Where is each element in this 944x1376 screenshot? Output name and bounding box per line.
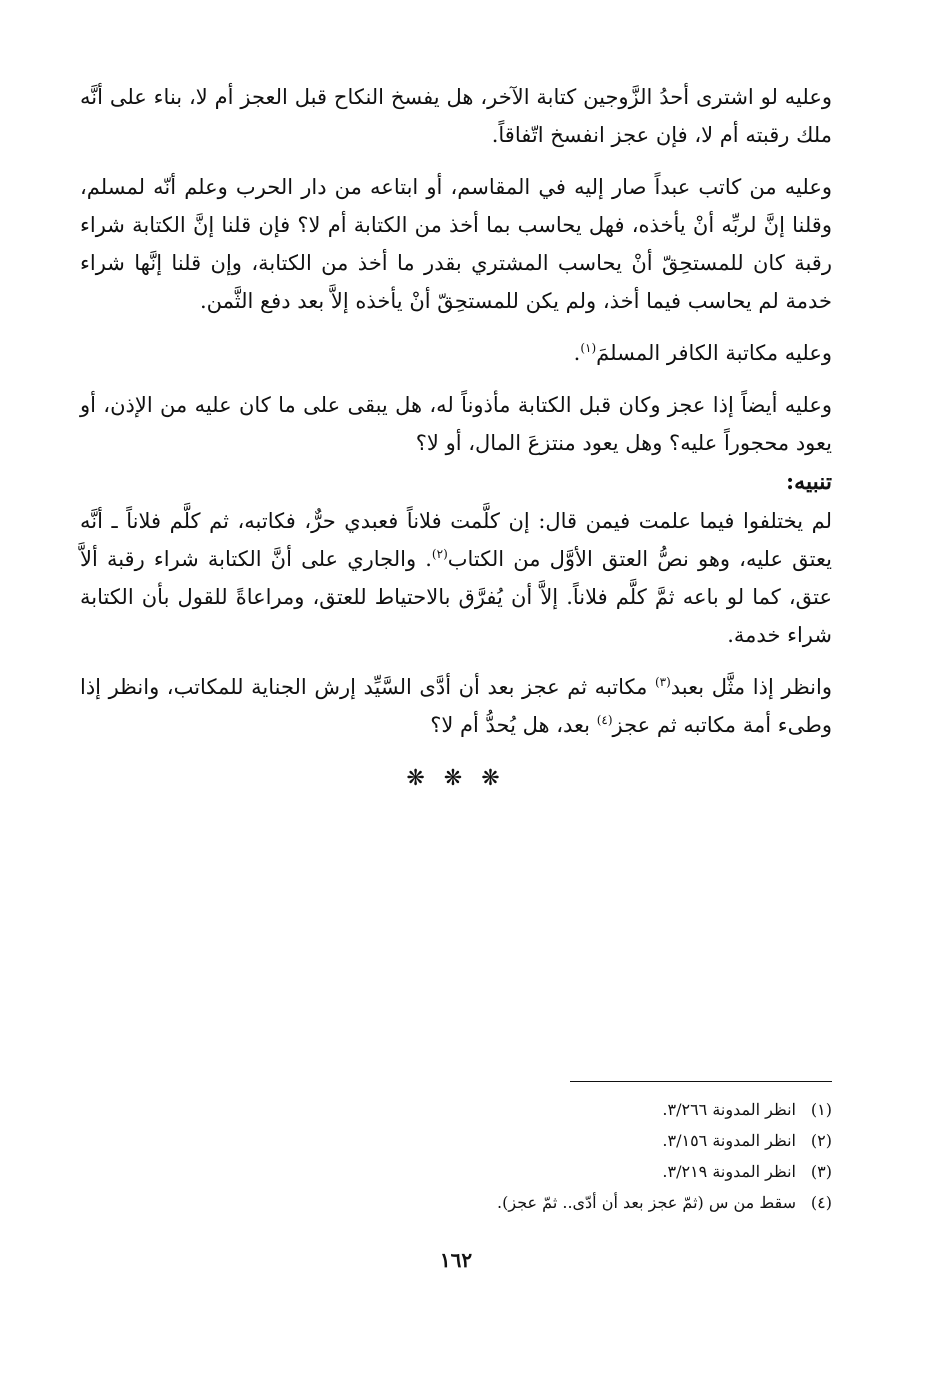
paragraph-text: وعليه مكاتبة الكافر المسلمَ — [596, 341, 832, 365]
footnote-text: سقط من س (ثمّ عجز بعد أن أدّى.. ثمّ عجز). — [497, 1193, 796, 1212]
footnote — [80, 1156, 832, 1187]
footnote — [80, 1094, 832, 1125]
paragraph-text: لم يختلفوا فيما علمت فيمن قال: إن كلَّمت فلاناً فعبدي حرٌّ، فكاتبه، ثم كلَّم فلاناً ـ أنَّه يعتق عليه، وهو نصُّ العتق الأوَّل من الكتاب — [80, 509, 832, 571]
footnote-number: (٣) — [810, 1162, 832, 1181]
page-body — [80, 78, 832, 1272]
section-divider-ornament: ❋ ❋ ❋ — [406, 766, 506, 791]
paragraph-spouse-purchase: وعليه لو اشترى أحدُ الزَّوجين كتابة الآخر، هل يفسخ النكاح قبل العجز أم لا، بناء على أنَّه ملك رقبته أم لا، فإن عجز انفسخ اتّفاقاً. — [80, 85, 832, 147]
footnote — [80, 1125, 832, 1156]
footnote-number: (٤) — [810, 1193, 832, 1212]
footnote-number: (٢) — [810, 1131, 832, 1150]
footnote-ref-2[interactable]: (٢) — [431, 547, 448, 561]
footnote-ref-4[interactable]: (٤) — [596, 713, 613, 727]
paragraph-captured-slave: وعليه من كاتب عبداً صار إليه في المقاسم، أو ابتاعه من دار الحرب وعلم أنّه لمسلم، وقلنا إنَّ لربِّه أنْ يأخذه، فهل يحاسب بما أخذ من الكتابة أم لا؟ فإن قلنا إنَّ الكتابة شراء رقبة كان للمستحِقّ أنْ يحاسب المشتري بقدر ما أخذ من الكتابة، وإن قلنا إنَّها شراء خدمة لم يحاسب فيما أخذ، ولم يكن للمستحِقّ أنْ يأخذه إلاَّ بعد دفع الثَّمن. — [80, 175, 832, 313]
footnote-ref-1[interactable]: (١) — [580, 341, 597, 355]
paragraph-tail: . — [573, 341, 581, 365]
footnote-text: انظر المدونة ٣/١٥٦. — [662, 1131, 796, 1150]
footnote-number: (١) — [810, 1100, 832, 1119]
paragraph-text: وانظر إذا مثَّل بعبد — [670, 675, 832, 699]
footnote-ref-3[interactable]: (٣) — [654, 675, 671, 689]
section-heading: تنبيه: — [786, 469, 832, 495]
paragraph-mutilation — [80, 668, 832, 744]
footnote-text: انظر المدونة ٣/٢٦٦. — [662, 1100, 796, 1119]
footnote — [80, 1187, 832, 1218]
paragraph-oath — [80, 502, 832, 654]
paragraph-text-cont: مكاتبه ثم عجز بعد أن أدَّى السَّيِّد إرش الجناية للمكاتب، وانظر إذا وطىء أمة مكاتبه ثم عجز — [80, 675, 832, 737]
paragraph-kafir-contract — [80, 334, 832, 372]
paragraph-text-cont: . والجاري على أنَّ الكتابة شراء رقبة ألاَّ عتق، كما لو باعه ثمَّ كلَّم فلاناً. إلاَّ أن يُفرَّق بالاحتياط للعتق، ومراعاةً للقول بأن الكتابة شراء خدمة. — [80, 547, 832, 647]
paragraph-text-end: بعد، هل يُحدُّ أم لا؟ — [430, 713, 597, 737]
footnotes — [80, 1094, 832, 1218]
footnote-separator — [570, 1081, 832, 1082]
page-number: ١٦٢ — [439, 1248, 473, 1272]
paragraph-permission: وعليه أيضاً إذا عجز وكان قبل الكتابة مأذوناً له، هل يبقى على ما كان عليه من الإذن، أو يعود محجوراً عليه؟ وهل يعود منتزعَ المال، أو لا؟ — [80, 393, 832, 455]
footnote-text: انظر المدونة ٣/٢١٩. — [662, 1162, 796, 1181]
